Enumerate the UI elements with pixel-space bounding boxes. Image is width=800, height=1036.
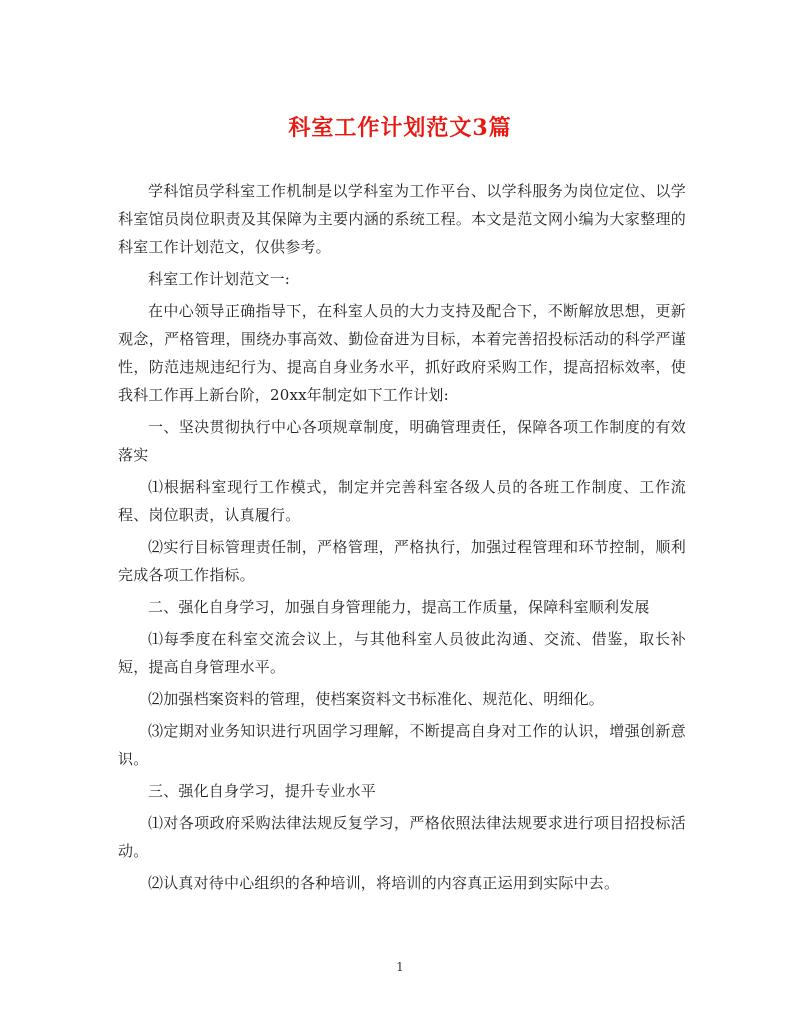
list-item: ⑵实行目标管理责任制，严格管理，严格执行，加强过程管理和环节控制，顺利完成各项工作指标。 bbox=[118, 538, 686, 584]
list-item: ⑶定期对业务知识进行巩固学习理解，不断提高自身对工作的认识，增强创新意识。 bbox=[118, 722, 686, 768]
document-title: 科室工作计划范文3篇 bbox=[288, 115, 512, 141]
intro-paragraph: 学科馆员学科室工作机制是以学科室为工作平台、以学科服务为岗位定位、以学科室馆员岗位职责及其保障为主要内涵的系统工程。本文是范文网小编为大家整理的科室工作计划范文，仅供参考。 bbox=[118, 182, 686, 256]
paragraph: 在中心领导正确指导下，在科室人员的大力支持及配合下，不断解放思想，更新观念，严格管理，围绕办事高效、勤俭奋进为目标，本着完善招投标活动的科学严谨性，防范违规违纪行为、提高自身业务水平，抓好政府采购工作，提高招标效率，使我科工作再上新台阶，20xx年制定如下工作计划: bbox=[118, 302, 686, 404]
list-item: ⑵认真对待中心组织的各种培训，将培训的内容真正运用到实际中去。 bbox=[148, 874, 620, 892]
page-number: 1 bbox=[396, 960, 404, 974]
list-item: ⑴每季度在科室交流会议上，与其他科室人员彼此沟通、交流、借鉴，取长补短，提高自身管理水平。 bbox=[118, 630, 686, 676]
section-heading-sample-one: 科室工作计划范文一: bbox=[148, 270, 291, 288]
document-body bbox=[118, 177, 686, 897]
section-heading-two: 二、强化自身学习，加强自身管理能力，提高工作质量，保障科室顺利发展 bbox=[148, 598, 650, 616]
list-item: ⑴对各项政府采购法律法规反复学习，严格依照法律法规要求进行项目招投标活动。 bbox=[118, 814, 686, 860]
section-heading-one: 一、坚决贯彻执行中心各项规章制度，明确管理责任，保障各项工作制度的有效落实 bbox=[118, 418, 686, 464]
section-heading-three: 三、强化自身学习，提升专业水平 bbox=[148, 782, 377, 800]
list-item: ⑵加强档案资料的管理，使档案资料文书标准化、规范化、明细化。 bbox=[148, 690, 605, 708]
list-item: ⑴根据科室现行工作模式，制定并完善科室各级人员的各班工作制度、工作流程、岗位职责，认真履行。 bbox=[118, 478, 686, 524]
